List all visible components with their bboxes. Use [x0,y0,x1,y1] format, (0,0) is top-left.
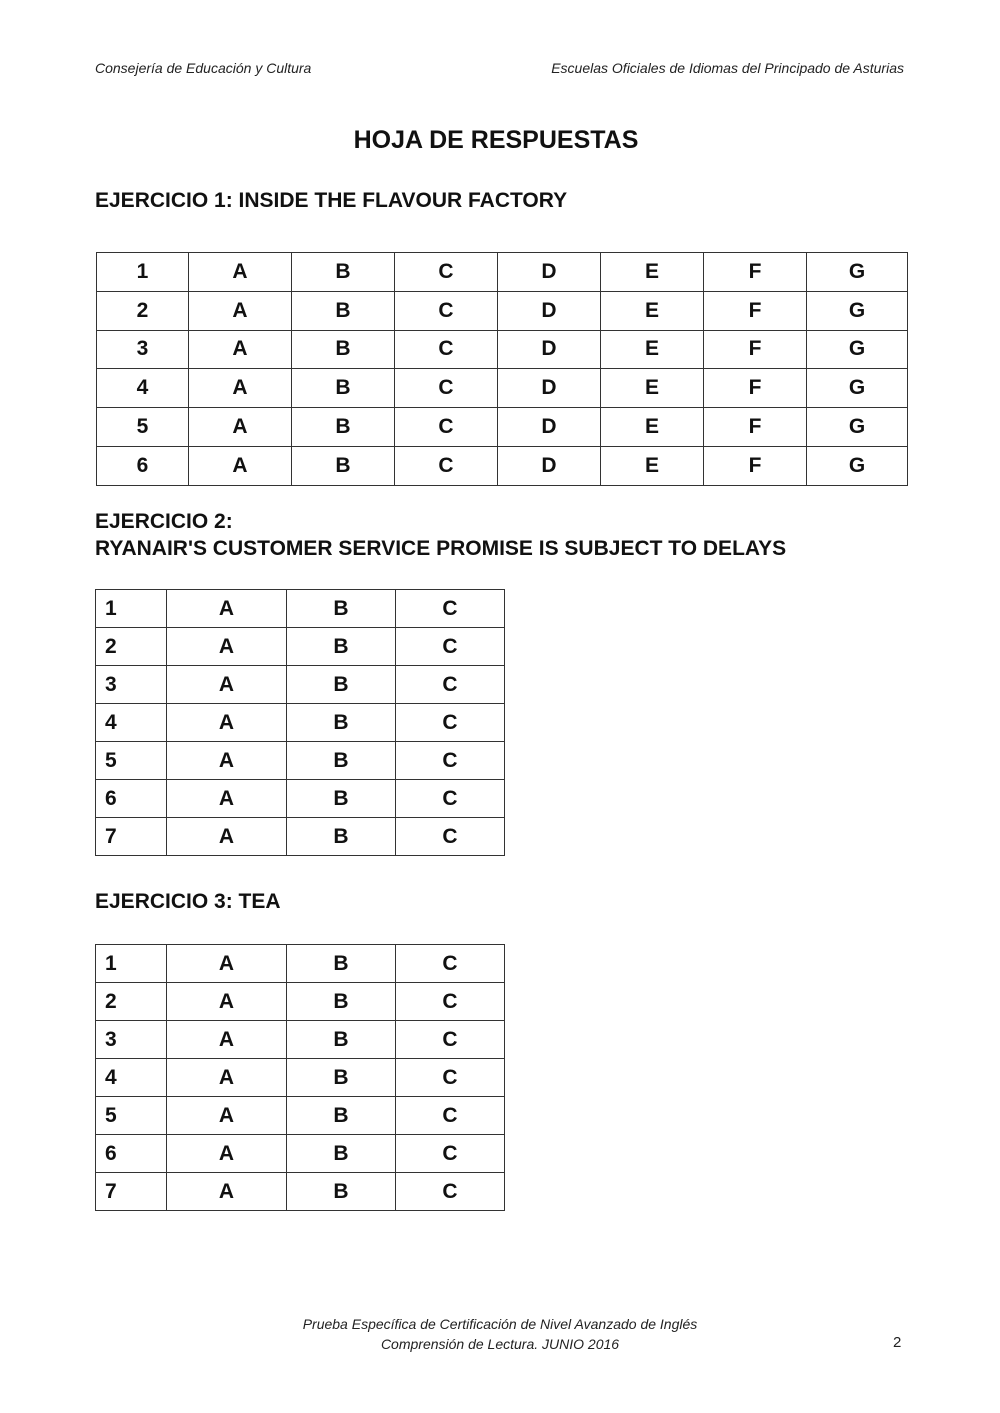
question-number: 4 [96,704,167,742]
answer-option-d[interactable]: D [498,369,601,408]
question-number: 6 [96,1135,167,1173]
answer-option-b[interactable]: B [287,1135,396,1173]
answer-option-a[interactable]: A [167,780,287,818]
answer-row [96,818,505,856]
page-number: 2 [893,1334,902,1351]
answer-option-f[interactable]: F [704,408,807,447]
question-number: 2 [96,628,167,666]
exercise2-heading-line1: EJERCICIO 2: [95,510,233,533]
question-number: 6 [96,780,167,818]
answer-option-a[interactable]: A [189,408,292,447]
question-number: 1 [96,590,167,628]
answer-option-b[interactable]: B [287,628,396,666]
page-title: HOJA DE RESPUESTAS [353,126,639,154]
answer-option-b[interactable]: B [292,291,395,330]
answer-option-a[interactable]: A [167,1021,287,1059]
answer-option-c[interactable]: C [396,666,505,704]
answer-row [96,590,505,628]
question-number: 7 [96,1173,167,1211]
answer-option-b[interactable]: B [287,1173,396,1211]
answer-row [97,253,908,292]
answer-option-f[interactable]: F [704,291,807,330]
answer-row [96,983,505,1021]
question-number: 5 [96,742,167,780]
exercise3-heading-text: EJERCICIO 3: TEA [95,890,281,913]
answer-option-c[interactable]: C [395,291,498,330]
answer-option-a[interactable]: A [167,1173,287,1211]
answer-option-d[interactable]: D [498,408,601,447]
answer-option-c[interactable]: C [395,330,498,369]
answer-row [96,628,505,666]
answer-option-a[interactable]: A [167,742,287,780]
answer-option-b[interactable]: B [292,369,395,408]
question-number: 4 [96,1059,167,1097]
answer-option-b[interactable]: B [292,408,395,447]
answer-option-b[interactable]: B [287,1059,396,1097]
answer-row [96,666,505,704]
question-number: 5 [96,1097,167,1135]
answer-option-g[interactable]: G [807,369,908,408]
answer-option-a[interactable]: A [189,291,292,330]
question-number: 3 [96,1021,167,1059]
question-number: 3 [97,330,189,369]
answer-option-b[interactable]: B [287,590,396,628]
footer [0,1314,1000,1354]
answer-option-b[interactable]: B [287,945,396,983]
question-number: 6 [97,446,189,485]
answer-row [96,704,505,742]
answer-option-c[interactable]: C [396,818,505,856]
exercise2-answer-table [95,589,505,856]
answer-option-b[interactable]: B [292,330,395,369]
answer-option-d[interactable]: D [498,291,601,330]
exercise1-heading [95,187,567,214]
answer-option-c[interactable]: C [396,1059,505,1097]
answer-row [96,1059,505,1097]
exercise3-answer-table [95,944,505,1211]
answer-row [97,291,908,330]
header-left: Consejería de Educación y Cultura [95,60,312,76]
answer-option-a[interactable]: A [189,253,292,292]
exercise2-heading-line2: RYANAIR'S CUSTOMER SERVICE PROMISE IS SUBJECT TO DELAYS [95,537,787,560]
answer-option-g[interactable]: G [807,291,908,330]
answer-option-c[interactable]: C [396,590,505,628]
answer-option-b[interactable]: B [287,742,396,780]
question-number: 1 [97,253,189,292]
answer-option-c[interactable]: C [396,945,505,983]
answer-option-f[interactable]: F [704,253,807,292]
answer-option-b[interactable]: B [287,818,396,856]
answer-option-a[interactable]: A [167,666,287,704]
answer-row [97,369,908,408]
question-number: 2 [97,291,189,330]
question-number: 5 [97,408,189,447]
answer-option-c[interactable]: C [396,1173,505,1211]
answer-option-c[interactable]: C [396,1021,505,1059]
answer-option-c[interactable]: C [395,369,498,408]
answer-option-b[interactable]: B [287,666,396,704]
answer-option-c[interactable]: C [395,253,498,292]
answer-option-f[interactable]: F [704,446,807,485]
answer-option-e[interactable]: E [601,253,704,292]
answer-option-g[interactable]: G [807,253,908,292]
answer-option-g[interactable]: G [807,330,908,369]
answer-row [96,1097,505,1135]
answer-row [96,1173,505,1211]
answer-option-a[interactable]: A [167,704,287,742]
answer-option-b[interactable]: B [287,780,396,818]
answer-row [97,408,908,447]
answer-option-e[interactable]: E [601,408,704,447]
answer-option-c[interactable]: C [395,408,498,447]
answer-option-a[interactable]: A [167,983,287,1021]
answer-option-a[interactable]: A [189,369,292,408]
answer-option-a[interactable]: A [167,1059,287,1097]
answer-option-a[interactable]: A [167,818,287,856]
answer-option-c[interactable]: C [395,446,498,485]
answer-option-b[interactable]: B [292,446,395,485]
answer-option-d[interactable]: D [498,446,601,485]
answer-row [96,780,505,818]
answer-row [96,945,505,983]
answer-row [96,742,505,780]
footer-line1: Prueba Específica de Certificación de Nivel Avanzado de Inglés [302,1316,698,1332]
answer-option-f[interactable]: F [704,330,807,369]
answer-option-c[interactable]: C [396,742,505,780]
answer-option-b[interactable]: B [287,704,396,742]
answer-option-c[interactable]: C [396,1135,505,1173]
answer-option-e[interactable]: E [601,291,704,330]
answer-option-g[interactable]: G [807,408,908,447]
answer-option-g[interactable]: G [807,446,908,485]
answer-option-a[interactable]: A [167,590,287,628]
answer-option-a[interactable]: A [189,446,292,485]
question-number: 2 [96,983,167,1021]
footer-line2: Comprensión de Lectura. JUNIO 2016 [380,1336,620,1352]
answer-option-b[interactable]: B [287,1097,396,1135]
answer-option-a[interactable]: A [167,1097,287,1135]
exercise2-heading [95,508,786,562]
answer-option-c[interactable]: C [396,628,505,666]
exercise1-heading-text: EJERCICIO 1: INSIDE THE FLAVOUR FACTORY [95,189,568,212]
question-number: 3 [96,666,167,704]
question-number: 1 [96,945,167,983]
answer-option-d[interactable]: D [498,330,601,369]
answer-option-e[interactable]: E [601,369,704,408]
answer-option-a[interactable]: A [189,330,292,369]
answer-option-b[interactable]: B [287,983,396,1021]
answer-option-c[interactable]: C [396,780,505,818]
answer-row [97,446,908,485]
header-right: Escuelas Oficiales de Idiomas del Principado de Asturias [551,60,904,76]
question-number: 4 [97,369,189,408]
answer-option-a[interactable]: A [167,1135,287,1173]
answer-option-a[interactable]: A [167,628,287,666]
answer-option-a[interactable]: A [167,945,287,983]
exercise1-answer-table [96,252,908,486]
answer-row [96,1135,505,1173]
answer-option-f[interactable]: F [704,369,807,408]
answer-option-b[interactable]: B [292,253,395,292]
answer-option-c[interactable]: C [396,983,505,1021]
exercise3-heading [95,888,281,915]
answer-option-d[interactable]: D [498,253,601,292]
answer-row [96,1021,505,1059]
answer-row [97,330,908,369]
answer-option-b[interactable]: B [287,1021,396,1059]
answer-option-c[interactable]: C [396,1097,505,1135]
answer-option-c[interactable]: C [396,704,505,742]
answer-option-e[interactable]: E [601,446,704,485]
answer-option-e[interactable]: E [601,330,704,369]
question-number: 7 [96,818,167,856]
